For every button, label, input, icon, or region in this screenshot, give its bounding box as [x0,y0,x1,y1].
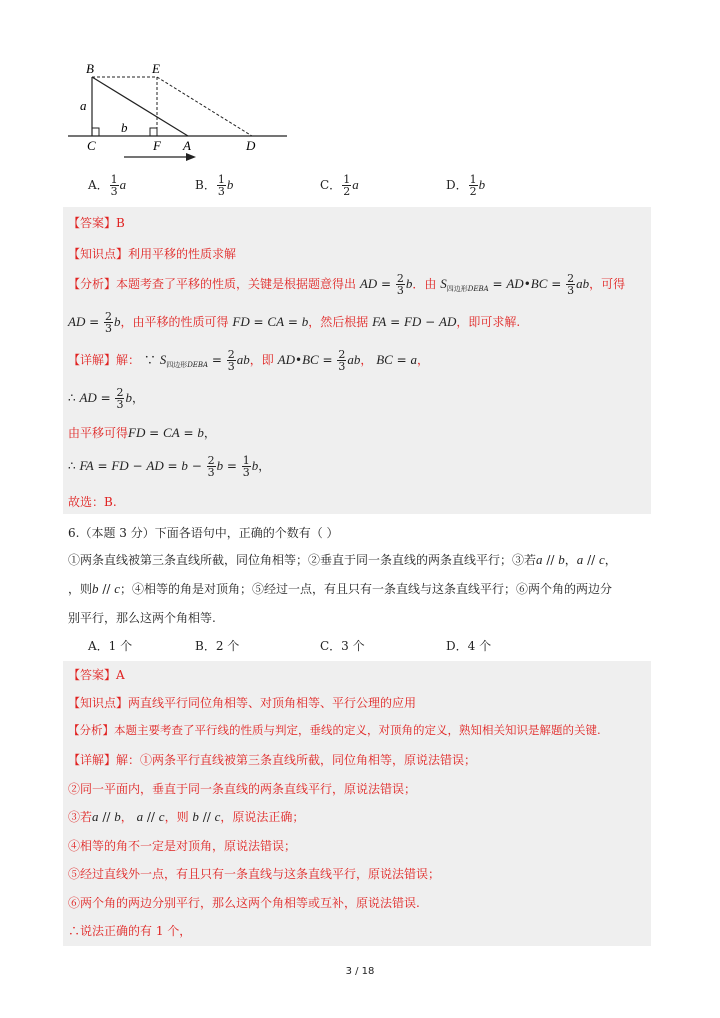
q6-option-a: A．1 个 [88,639,133,653]
arrow-head-icon [186,153,196,161]
q5-option-c: C． $\frac{1}{2}$ a [320,173,359,198]
q6-detail-line-6: ⑥两个角的两边分别平行，那么这两个角相等或互补，原说法错误. [68,896,420,910]
q5-detail-line-1: 【详解】解： ∵ $S_{四边形DEBA}$ = $\frac{2}{3}$ ab，即 AD•BC = $\frac{2}{3}$ ab， BC = a， [68,348,430,373]
q5-option-a: A． $\frac{1}{3}$ a [88,173,127,198]
right-angle-C [92,128,99,136]
label-C: C [87,138,96,153]
label-E: E [152,61,160,76]
q5-detail-line-4: ∴ FA = FD − AD = b − $\frac{2}{3}$ b = $\frac{1}{3}$ b， [68,454,271,479]
q5-knowledge-line: 【知识点】利用平移的性质求解 [68,247,237,261]
q6-detail-line-3: ③若a // b， a // c，则 b // c，原说法正确； [68,809,305,824]
q5-option-d: D． $\frac{1}{2}$ b [446,173,486,198]
segment-ED [157,77,252,136]
segment-BA [92,77,188,136]
q6-detail-line-2: ②同一平面内，垂直于同一条直线的两条直线平行，原说法错误； [68,782,417,796]
q6-stem-line-2: ，则b // c；④相等的角是对顶角；⑤经过一点，有且只有一条直线与这条直线平行；⑥两个角的两边分 [68,581,613,596]
q6-detail-line-1: 【详解】解：①两条平行直线被第三条直线所截，同位角相等，原说法错误； [68,753,477,767]
q6-answer-line: 【答案】A [68,668,125,682]
q6-option-b: B．2 个 [195,639,240,653]
q6-stem-line-1: ①两条直线被第三条直线所截，同位角相等；②垂直于同一条直线的两条直线平行；③若a // b，a // c， [68,552,617,567]
q6-option-c: C．3 个 [320,639,365,653]
q5-detail-line-3: 由平移可得FD = CA = b， [68,425,216,440]
right-angle-F [150,128,157,136]
q5-answer-line: 【答案】B [68,216,125,230]
label-a: a [80,98,87,113]
q6-detail-line-4: ④相等的角不一定是对顶角，原说法错误； [68,839,297,853]
q5-choose-line: 故选：B. [68,495,117,509]
page-number: 3 / 18 [345,966,375,977]
q6-header: 6.（本题 3 分）下面各语句中，正确的个数有（ ） [68,526,339,540]
q6-stem-line-3: 别平行，那么这两个角相等. [68,611,216,625]
label-b: b [121,120,128,135]
q6-analysis-line: 【分析】本题主要考查了平行线的性质与判定，垂线的定义，对顶角的定义，熟知相关知识是解题的关键. [68,723,601,737]
label-F: F [153,138,161,153]
q6-knowledge-line: 【知识点】两直线平行同位角相等、对顶角相等、平行公理的应用 [68,696,417,710]
q5-option-b: B． $\frac{1}{3}$ b [195,173,234,198]
geometry-figure [0,0,320,170]
q5-analysis-line-1: 【分析】本题考查了平移的性质，关键是根据题意得出 AD = $\frac{2}{3}$ b．由 $S_{四边形DEBA}$ = AD•BC = $\frac{2}{3}$ ab，可得 [68,272,626,297]
label-D: D [246,138,256,153]
q5-analysis-line-2: AD = $\frac{2}{3}$ b，由平移的性质可得 FD = CA = b，然后根据 FA = FD − AD，即可求解. [68,310,521,335]
label-B: B [86,61,94,76]
q6-detail-line-5: ⑤经过直线外一点，有且只有一条直线与这条直线平行，原说法错误； [68,867,441,881]
q6-detail-line-7: ∴说法正确的有 1 个， [68,924,192,938]
q5-detail-line-2: ∴ AD = $\frac{2}{3}$ b， [68,386,144,411]
q6-option-d: D．4 个 [446,639,492,653]
label-A: A [183,138,191,153]
